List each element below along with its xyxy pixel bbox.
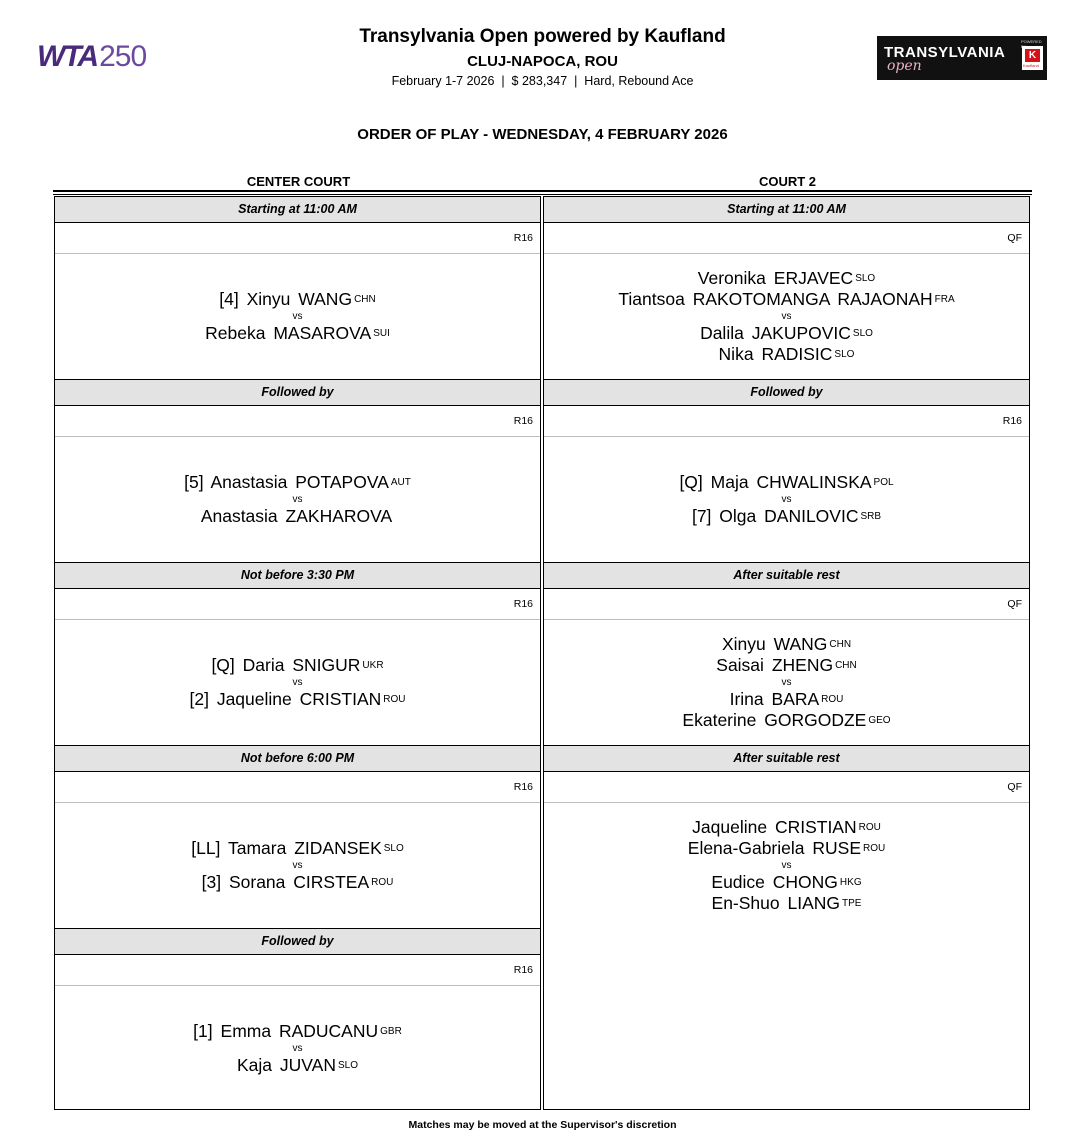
player-name (692, 506, 881, 527)
match-players (55, 254, 540, 378)
player-first-name: Anastasia (210, 471, 288, 492)
player-first-name: Xinyu (721, 633, 766, 654)
player-last-name: RADISIC (761, 343, 833, 364)
player-last-name: WANG (298, 288, 353, 309)
player-last-name: RADUCANU (278, 1020, 379, 1041)
player-first-name: Anastasia (200, 505, 278, 526)
player-first-name: Tiantsoa (618, 288, 685, 309)
player-country: UKR (362, 659, 384, 671)
player-first-name: En-Shuo (711, 892, 780, 913)
match-round: R16 (55, 955, 540, 986)
player-country: ROU (858, 821, 881, 833)
match-players (544, 437, 1029, 561)
match-time-header: After suitable rest (544, 562, 1029, 589)
player-name (682, 710, 890, 731)
player-last-name: JAKUPOVIC (751, 322, 851, 343)
player-first-name: Nika (718, 343, 754, 364)
match-vs: vs (292, 310, 303, 322)
header-rule-thick (53, 190, 1032, 192)
player-name (189, 689, 405, 710)
player-first-name: Tamara (227, 837, 287, 858)
player-name (730, 689, 844, 710)
player-first-name: Rebeka (205, 322, 266, 343)
tournament-title: Transylvania Open powered by Kaufland (359, 26, 726, 47)
order-of-play-title: ORDER OF PLAY - WEDNESDAY, 4 FEBRUARY 2026 (357, 126, 728, 143)
sponsor-logo-name: TRANSYLVANIA (884, 44, 1006, 61)
match-vs: vs (781, 676, 792, 688)
player-name (205, 323, 390, 344)
player-first-name: Irina (729, 688, 764, 709)
player-country: TPE (842, 897, 862, 909)
match-time-header: Followed by (55, 379, 540, 406)
match-time-header: Not before 6:00 PM (55, 745, 540, 772)
player-last-name: ZHENG (771, 654, 834, 675)
player-country: AUT (390, 476, 411, 488)
player-name (692, 817, 881, 838)
wta-logo-tier: 250 (99, 40, 147, 73)
court-header-court2: COURT 2 (758, 174, 817, 189)
match-time-header: Not before 3:30 PM (55, 562, 540, 589)
player-name (202, 872, 394, 893)
match-vs: vs (292, 676, 303, 688)
player-first-name: Olga (719, 505, 757, 526)
match-block (544, 562, 1029, 745)
player-name (193, 1021, 402, 1042)
match-block (55, 745, 540, 928)
match-block (55, 562, 540, 745)
player-name (618, 289, 954, 310)
match-vs: vs (781, 493, 792, 505)
kaufland-k-icon: K (1025, 49, 1040, 62)
match-block (544, 745, 1029, 928)
header-rule-thin (53, 194, 1032, 195)
court-column-center (54, 196, 541, 1110)
player-first-name: Daria (242, 654, 285, 675)
player-country: SLO (852, 327, 873, 339)
player-seed: [Q] (211, 654, 235, 675)
match-round: R16 (55, 223, 540, 254)
player-name (711, 872, 861, 893)
match-players (55, 620, 540, 744)
player-first-name: Dalila (700, 322, 744, 343)
player-first-name: Saisai (716, 654, 764, 675)
match-block (544, 379, 1029, 562)
player-name (716, 655, 856, 676)
player-name (722, 634, 851, 655)
footer-note: Matches may be moved at the Supervisor's discretion (408, 1119, 677, 1131)
player-first-name: Jaqueline (692, 816, 768, 837)
player-first-name: Sorana (228, 871, 286, 892)
match-players (544, 254, 1029, 378)
player-country: CHN (835, 659, 857, 671)
player-last-name: BARA (771, 688, 820, 709)
player-seed: [5] (184, 471, 204, 492)
match-players (55, 437, 540, 561)
player-name (688, 838, 885, 859)
player-first-name: Jaqueline (216, 688, 292, 709)
player-country: ROU (371, 876, 394, 888)
match-round: QF (544, 223, 1029, 254)
player-name (698, 268, 875, 289)
match-block (55, 379, 540, 562)
player-country: SRB (860, 510, 882, 522)
player-last-name: SNIGUR (292, 654, 361, 675)
player-seed: [7] (691, 505, 712, 526)
tournament-location: CLUJ-NAPOCA, ROU (467, 53, 618, 70)
player-seed: [LL] (191, 837, 221, 858)
player-seed: [2] (189, 688, 209, 709)
match-block (55, 928, 540, 1111)
match-time-header: After suitable rest (544, 745, 1029, 772)
player-name (700, 323, 873, 344)
player-last-name: ERJAVEC (773, 267, 854, 288)
player-name (211, 655, 383, 676)
kaufland-logo-text: Kaufland (1023, 63, 1039, 68)
player-last-name: DANILOVIC (764, 505, 859, 526)
player-country: FRA (934, 293, 955, 305)
match-players (544, 803, 1029, 927)
match-players (55, 986, 540, 1110)
player-country: POL (873, 476, 894, 488)
player-last-name: GORGODZE (764, 709, 867, 730)
sponsor-logo-sub: open (887, 58, 922, 74)
match-vs: vs (292, 1042, 303, 1054)
player-country: ROU (383, 693, 406, 705)
player-name (719, 344, 855, 365)
match-round: QF (544, 589, 1029, 620)
player-last-name: RUSE (812, 837, 861, 858)
match-vs: vs (292, 493, 303, 505)
player-last-name: ZIDANSEK (294, 837, 382, 858)
match-round: R16 (55, 406, 540, 437)
player-country: SLO (337, 1059, 358, 1071)
player-first-name: Kaja (237, 1054, 273, 1075)
player-last-name: CRISTIAN (299, 688, 382, 709)
player-country: SUI (373, 327, 390, 339)
player-last-name: CHONG (772, 871, 838, 892)
match-time-header: Starting at 11:00 AM (55, 196, 540, 223)
player-first-name: Emma (220, 1020, 272, 1041)
player-last-name: ZAKHAROVA (285, 505, 393, 526)
player-country: SLO (834, 348, 855, 360)
court-header-center: CENTER COURT (246, 174, 351, 189)
match-block (55, 196, 540, 379)
match-vs: vs (781, 310, 792, 322)
player-last-name: LIANG (787, 892, 841, 913)
player-seed: [1] (193, 1020, 213, 1041)
player-last-name: RAKOTOMANGA RAJAONAH (692, 288, 933, 309)
player-name (237, 1055, 358, 1076)
match-vs: vs (781, 859, 792, 871)
player-last-name: CHWALINSKA (756, 471, 872, 492)
match-round: QF (544, 772, 1029, 803)
player-name (712, 893, 862, 914)
player-country: SLO (383, 842, 404, 854)
player-country: CHN (354, 293, 376, 305)
player-first-name: Eudice (711, 871, 765, 892)
match-players (544, 620, 1029, 744)
player-name (201, 506, 394, 527)
player-name (219, 289, 375, 310)
player-first-name: Xinyu (246, 288, 291, 309)
player-last-name: JUVAN (279, 1054, 336, 1075)
player-first-name: Ekaterine (682, 709, 757, 730)
match-players (55, 803, 540, 927)
player-name (184, 472, 411, 493)
match-round: R16 (544, 406, 1029, 437)
player-country: GEO (868, 714, 891, 726)
match-time-header: Followed by (55, 928, 540, 955)
player-seed: [3] (201, 871, 222, 892)
court-column-court2 (543, 196, 1030, 1110)
match-time-header: Followed by (544, 379, 1029, 406)
player-country: ROU (863, 842, 886, 854)
player-last-name: POTAPOVA (295, 471, 389, 492)
player-country: ROU (821, 693, 844, 705)
player-first-name: Veronika (697, 267, 766, 288)
player-name (679, 472, 893, 493)
player-last-name: WANG (773, 633, 828, 654)
match-vs: vs (292, 859, 303, 871)
player-first-name: Maja (710, 471, 749, 492)
player-last-name: CRISTIAN (774, 816, 857, 837)
player-country: CHN (829, 638, 852, 650)
player-country: HKG (839, 876, 862, 888)
player-last-name: CIRSTEA (293, 871, 370, 892)
match-round: R16 (55, 772, 540, 803)
match-block (544, 196, 1029, 379)
tournament-info: February 1-7 2026 | $ 283,347 | Hard, Rebound Ace (391, 74, 694, 88)
player-country: GBR (380, 1025, 402, 1037)
player-seed: [4] (219, 288, 239, 309)
wta-logo-brand: WTA (37, 40, 98, 73)
match-round: R16 (55, 589, 540, 620)
player-first-name: Elena-Gabriela (687, 837, 805, 858)
player-seed: [Q] (679, 471, 703, 492)
player-last-name: MASAROVA (273, 322, 372, 343)
player-country: SLO (855, 272, 876, 284)
player-name (191, 838, 404, 859)
sponsor-powered-by: POWERED (1021, 39, 1042, 44)
match-time-header: Starting at 11:00 AM (544, 196, 1029, 223)
